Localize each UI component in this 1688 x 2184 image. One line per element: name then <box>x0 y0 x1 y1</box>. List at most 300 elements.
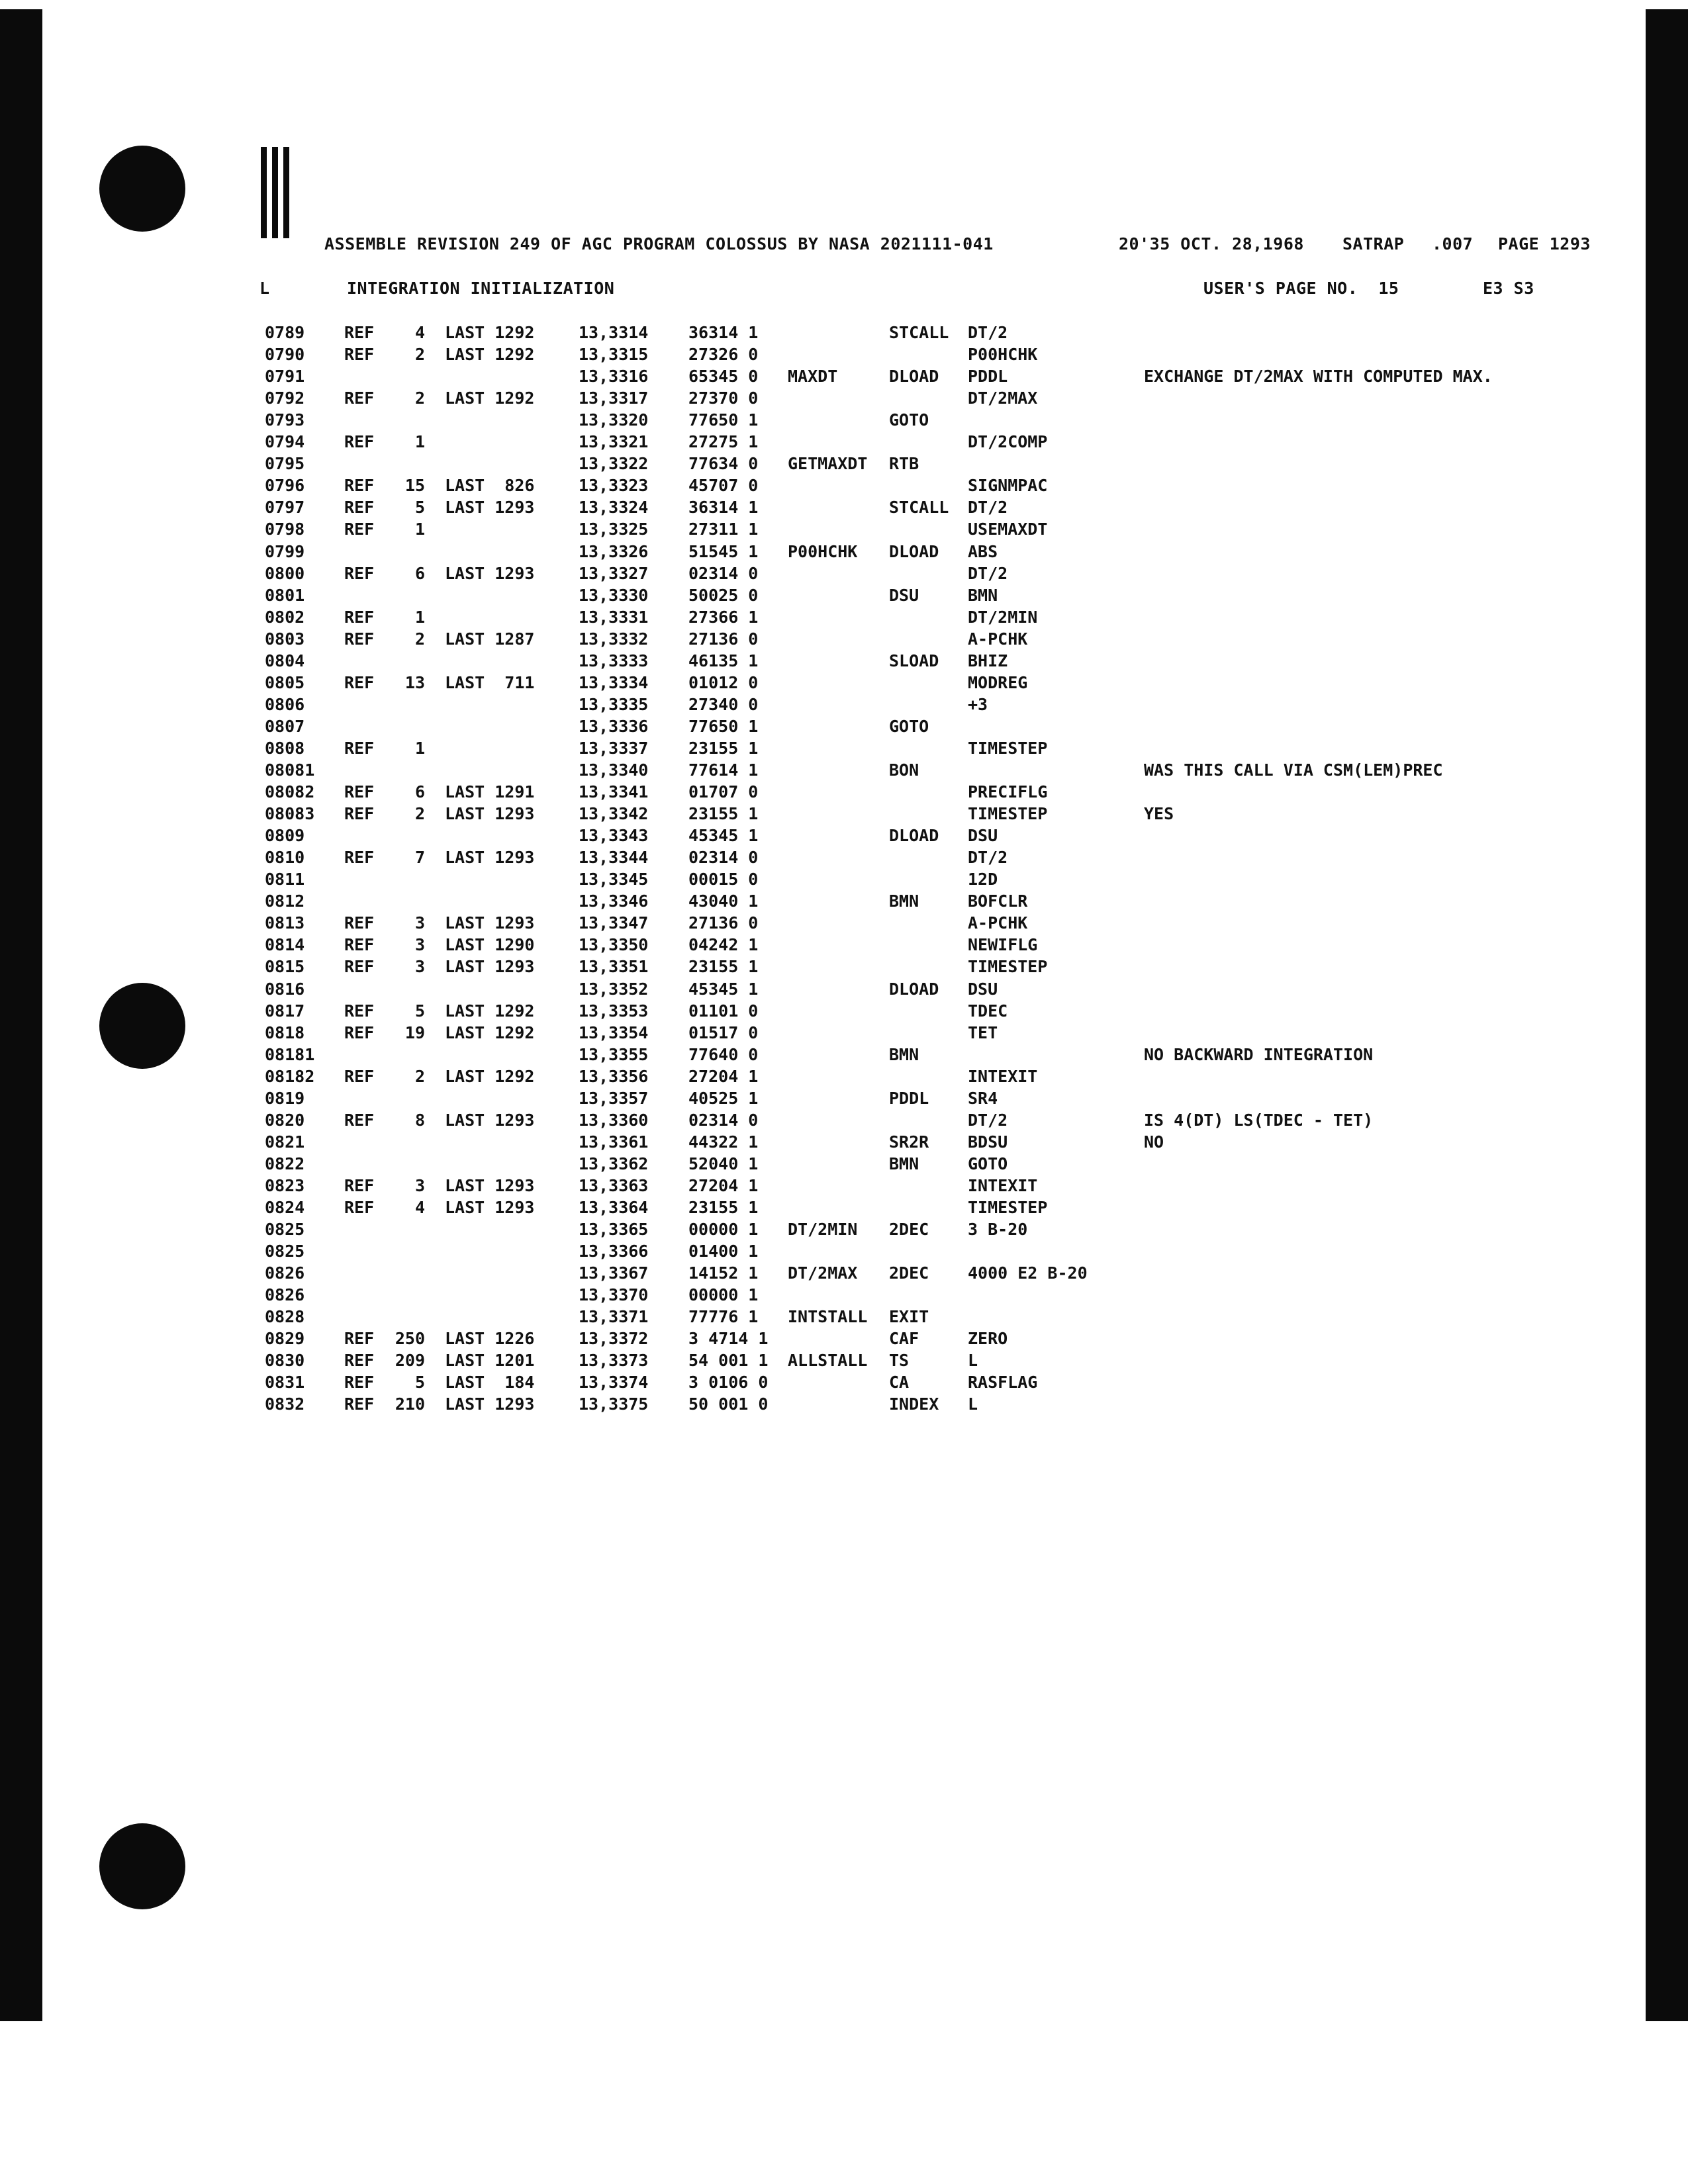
ref-marker: REF <box>344 476 375 496</box>
ref-marker: REF <box>344 957 375 977</box>
operand: BHIZ <box>968 651 1008 670</box>
opcode: DLOAD <box>889 826 939 846</box>
line-number: 0795 <box>265 454 305 474</box>
ref-marker: REF <box>344 782 375 802</box>
listing-row <box>0 1066 1688 1087</box>
operand: BDSU <box>968 1132 1008 1152</box>
line-number: 0792 <box>265 388 305 408</box>
line-number: 0793 <box>265 410 305 430</box>
operand: GOTO <box>968 1154 1008 1173</box>
opcode: DLOAD <box>889 979 939 999</box>
operand: 3 B-20 <box>968 1220 1028 1240</box>
memory-address: 13,3344 <box>579 848 649 868</box>
octal-code: 65345 0 <box>688 367 759 387</box>
line-number: 0799 <box>265 541 305 561</box>
octal-code: 27370 0 <box>688 388 759 408</box>
ref-count: 3 <box>414 957 425 977</box>
ref-count: 1 <box>414 607 425 627</box>
listing-row <box>0 1197 1688 1218</box>
operand: BMN <box>968 585 998 605</box>
ref-marker: REF <box>344 1001 375 1021</box>
opcode: DLOAD <box>889 367 939 387</box>
memory-address: 13,3366 <box>579 1242 649 1261</box>
listing-row <box>0 541 1688 563</box>
line-number: 0804 <box>265 651 305 670</box>
line-number: 0822 <box>265 1154 305 1173</box>
memory-address: 13,3372 <box>579 1329 649 1349</box>
operand: DT/2 <box>968 323 1008 342</box>
octal-code: 27326 0 <box>688 345 759 365</box>
listing-row <box>0 475 1688 496</box>
opcode: DSU <box>889 585 919 605</box>
ref-count: 3 <box>414 913 425 933</box>
line-number: 0810 <box>265 848 305 868</box>
listing-row <box>0 1393 1688 1415</box>
memory-address: 13,3331 <box>579 607 649 627</box>
listing-row <box>0 978 1688 1000</box>
memory-address: 13,3370 <box>579 1285 649 1305</box>
memory-address: 13,3371 <box>579 1307 649 1327</box>
line-number: 08081 <box>265 760 315 780</box>
operand: INTEXIT <box>968 1066 1038 1086</box>
line-number: 0820 <box>265 1110 305 1130</box>
octal-code: 02314 0 <box>688 563 759 583</box>
operand: PDDL <box>968 367 1008 387</box>
octal-code: 04242 1 <box>688 935 759 955</box>
octal-code: 23155 1 <box>688 957 759 977</box>
operand: PRECIFLG <box>968 782 1048 802</box>
program-name: SATRAP <box>1342 234 1405 253</box>
operand: L <box>968 1394 978 1414</box>
memory-address: 13,3373 <box>579 1351 649 1371</box>
operand: TIMESTEP <box>968 1198 1048 1217</box>
listing-row <box>0 1328 1688 1349</box>
listing-row <box>0 322 1688 343</box>
listing-row <box>0 934 1688 956</box>
memory-address: 13,3354 <box>579 1023 649 1042</box>
program-version: .007 <box>1432 234 1474 253</box>
line-number: 0797 <box>265 498 305 518</box>
octal-code: 27340 0 <box>688 694 759 714</box>
line-number: 0811 <box>265 870 305 889</box>
line-number: 0821 <box>265 1132 305 1152</box>
ref-count: 250 <box>395 1329 425 1349</box>
opcode: SR2R <box>889 1132 929 1152</box>
opcode: RTB <box>889 454 919 474</box>
line-number: 0824 <box>265 1198 305 1217</box>
octal-code: 27204 1 <box>688 1066 759 1086</box>
ref-count: 2 <box>414 629 425 649</box>
listing-row <box>0 1087 1688 1109</box>
memory-address: 13,3321 <box>579 432 649 452</box>
operand: TIMESTEP <box>968 804 1048 824</box>
listing-row <box>0 956 1688 978</box>
memory-address: 13,3360 <box>579 1110 649 1130</box>
ref-count: 210 <box>395 1394 425 1414</box>
memory-address: 13,3335 <box>579 694 649 714</box>
ref-marker: REF <box>344 432 375 452</box>
line-number: 0801 <box>265 585 305 605</box>
symbol-label: ALLSTALL <box>788 1351 868 1371</box>
line-number: 0831 <box>265 1373 305 1392</box>
line-number: 0815 <box>265 957 305 977</box>
comment: NO <box>1144 1132 1164 1152</box>
sheet-code: E3 S3 <box>1483 279 1534 298</box>
last-reference: LAST 826 <box>445 476 535 496</box>
ref-marker: REF <box>344 913 375 933</box>
line-number: 0798 <box>265 520 305 539</box>
memory-address: 13,3357 <box>579 1088 649 1108</box>
memory-address: 13,3362 <box>579 1154 649 1173</box>
operand: DT/2 <box>968 498 1008 518</box>
ref-marker: REF <box>344 520 375 539</box>
listing-row <box>0 584 1688 606</box>
octal-code: 45707 0 <box>688 476 759 496</box>
memory-address: 13,3351 <box>579 957 649 977</box>
comment: YES <box>1144 804 1174 824</box>
ref-count: 2 <box>414 388 425 408</box>
listing-row <box>0 387 1688 409</box>
ref-marker: REF <box>344 672 375 692</box>
octal-code: 02314 0 <box>688 1110 759 1130</box>
line-number: 08181 <box>265 1044 315 1064</box>
operand: TIMESTEP <box>968 738 1048 758</box>
listing-row <box>0 409 1688 431</box>
octal-code: 01517 0 <box>688 1023 759 1042</box>
line-number: 0830 <box>265 1351 305 1371</box>
octal-code: 00015 0 <box>688 870 759 889</box>
ref-marker: REF <box>344 345 375 365</box>
octal-code: 50025 0 <box>688 585 759 605</box>
octal-code: 45345 1 <box>688 826 759 846</box>
line-number: 0832 <box>265 1394 305 1414</box>
octal-code: 52040 1 <box>688 1154 759 1173</box>
line-number: 0826 <box>265 1263 305 1283</box>
opcode: STCALL <box>889 498 949 518</box>
operand: TET <box>968 1023 998 1042</box>
listing-row <box>0 1131 1688 1153</box>
octal-code: 00000 1 <box>688 1220 759 1240</box>
user-page-number: USER'S PAGE NO. 15 <box>1203 279 1399 298</box>
memory-address: 13,3355 <box>579 1044 649 1064</box>
octal-code: 77614 1 <box>688 760 759 780</box>
ref-count: 1 <box>414 520 425 539</box>
printer-registration-mark <box>261 147 291 238</box>
operand: L <box>968 1351 978 1371</box>
operand: MODREG <box>968 672 1028 692</box>
listing-row <box>0 650 1688 672</box>
listing-row <box>0 628 1688 650</box>
last-reference: LAST 1293 <box>445 1394 535 1414</box>
opcode: CAF <box>889 1329 919 1349</box>
last-reference: LAST 1201 <box>445 1351 535 1371</box>
listing-row <box>0 431 1688 453</box>
symbol-label: INTSTALL <box>788 1307 868 1327</box>
memory-address: 13,3361 <box>579 1132 649 1152</box>
ref-marker: REF <box>344 1198 375 1217</box>
listing-row <box>0 1218 1688 1240</box>
listing-row <box>0 803 1688 825</box>
listing-row <box>0 365 1688 387</box>
comment: WAS THIS CALL VIA CSM(LEM)PREC <box>1144 760 1443 780</box>
octal-code: 50 001 0 <box>688 1394 769 1414</box>
punch-hole-top <box>99 146 185 232</box>
listing-row <box>0 759 1688 781</box>
memory-address: 13,3341 <box>579 782 649 802</box>
last-reference: LAST 1226 <box>445 1329 535 1349</box>
octal-code: 00000 1 <box>688 1285 759 1305</box>
operand: DT/2 <box>968 848 1008 868</box>
operand: SR4 <box>968 1088 998 1108</box>
punch-hole-bottom <box>99 1823 185 1909</box>
last-reference: LAST 1293 <box>445 1175 535 1195</box>
last-reference: LAST 1293 <box>445 913 535 933</box>
ref-marker: REF <box>344 1175 375 1195</box>
last-reference: LAST 1293 <box>445 498 535 518</box>
listing-row <box>0 781 1688 803</box>
octal-code: 14152 1 <box>688 1263 759 1283</box>
line-number: 0825 <box>265 1242 305 1261</box>
ref-count: 4 <box>414 1198 425 1217</box>
opcode: INDEX <box>889 1394 939 1414</box>
line-number: 0818 <box>265 1023 305 1042</box>
operand: DT/2 <box>968 1110 1008 1130</box>
operand: ABS <box>968 541 998 561</box>
line-number: 0791 <box>265 367 305 387</box>
line-number: 0814 <box>265 935 305 955</box>
opcode: GOTO <box>889 410 929 430</box>
line-number: 0802 <box>265 607 305 627</box>
ref-marker: REF <box>344 1110 375 1130</box>
last-reference: LAST 1292 <box>445 345 535 365</box>
opcode: PDDL <box>889 1088 929 1108</box>
memory-address: 13,3326 <box>579 541 649 561</box>
operand: P00HCHK <box>968 345 1038 365</box>
ref-marker: REF <box>344 935 375 955</box>
last-reference: LAST 1293 <box>445 804 535 824</box>
octal-code: 01400 1 <box>688 1242 759 1261</box>
operand: TIMESTEP <box>968 957 1048 977</box>
octal-code: 27136 0 <box>688 629 759 649</box>
ref-count: 1 <box>414 432 425 452</box>
ref-count: 3 <box>414 935 425 955</box>
octal-code: 27275 1 <box>688 432 759 452</box>
octal-code: 43040 1 <box>688 891 759 911</box>
ref-marker: REF <box>344 1329 375 1349</box>
listing-row <box>0 563 1688 584</box>
operand: DSU <box>968 826 998 846</box>
listing-row <box>0 343 1688 365</box>
ref-count: 19 <box>404 1023 425 1042</box>
listing-row <box>0 606 1688 628</box>
operand: DT/2MIN <box>968 607 1038 627</box>
last-reference: LAST 184 <box>445 1373 535 1392</box>
listing-row <box>0 715 1688 737</box>
listing-row <box>0 1306 1688 1328</box>
last-reference: LAST 1292 <box>445 1001 535 1021</box>
ref-marker: REF <box>344 607 375 627</box>
memory-address: 13,3334 <box>579 672 649 692</box>
ref-count: 2 <box>414 804 425 824</box>
memory-address: 13,3314 <box>579 323 649 342</box>
listing-row <box>0 1284 1688 1306</box>
operand: ZERO <box>968 1329 1008 1349</box>
symbol-label: MAXDT <box>788 367 838 387</box>
operand: DSU <box>968 979 998 999</box>
ref-count: 15 <box>404 476 425 496</box>
ref-count: 6 <box>414 782 425 802</box>
operand: A-PCHK <box>968 629 1028 649</box>
memory-address: 13,3363 <box>579 1175 649 1195</box>
listing-row <box>0 496 1688 518</box>
octal-code: 27366 1 <box>688 607 759 627</box>
line-number: 0789 <box>265 323 305 342</box>
line-number: 0812 <box>265 891 305 911</box>
ref-marker: REF <box>344 629 375 649</box>
ref-marker: REF <box>344 323 375 342</box>
octal-code: 27311 1 <box>688 520 759 539</box>
opcode: GOTO <box>889 716 929 736</box>
ref-marker: REF <box>344 1351 375 1371</box>
octal-code: 27204 1 <box>688 1175 759 1195</box>
comment: IS 4(DT) LS(TDEC - TET) <box>1144 1110 1374 1130</box>
line-number: 0805 <box>265 672 305 692</box>
listing-row <box>0 1044 1688 1066</box>
memory-address: 13,3364 <box>579 1198 649 1217</box>
ref-count: 3 <box>414 1175 425 1195</box>
operand: DT/2MAX <box>968 388 1038 408</box>
memory-address: 13,3346 <box>579 891 649 911</box>
ref-count: 5 <box>414 1373 425 1392</box>
opcode: DLOAD <box>889 541 939 561</box>
ref-count: 4 <box>414 323 425 342</box>
listing-row <box>0 890 1688 912</box>
line-number: 0807 <box>265 716 305 736</box>
line-number: 0813 <box>265 913 305 933</box>
comment: EXCHANGE DT/2MAX WITH COMPUTED MAX. <box>1144 367 1493 387</box>
last-reference: LAST 1292 <box>445 388 535 408</box>
memory-address: 13,3315 <box>579 345 649 365</box>
listing-row <box>0 1000 1688 1022</box>
ref-marker: REF <box>344 848 375 868</box>
memory-address: 13,3320 <box>579 410 649 430</box>
ref-marker: REF <box>344 738 375 758</box>
line-number: 0816 <box>265 979 305 999</box>
listing-timestamp: 20'35 OCT. 28,1968 <box>1119 234 1304 253</box>
operand: USEMAXDT <box>968 520 1048 539</box>
line-number: 0817 <box>265 1001 305 1021</box>
listing-row <box>0 1371 1688 1393</box>
listing-row <box>0 868 1688 890</box>
ref-marker: REF <box>344 563 375 583</box>
line-number: 0828 <box>265 1307 305 1327</box>
last-reference: LAST 1290 <box>445 935 535 955</box>
assembly-title: ASSEMBLE REVISION 249 OF AGC PROGRAM COLOSSUS BY NASA 2021111-041 <box>324 234 994 253</box>
memory-address: 13,3336 <box>579 716 649 736</box>
last-reference: LAST 1293 <box>445 563 535 583</box>
last-reference: LAST 1292 <box>445 323 535 342</box>
memory-address: 13,3322 <box>579 454 649 474</box>
memory-address: 13,3330 <box>579 585 649 605</box>
memory-address: 13,3353 <box>579 1001 649 1021</box>
ref-marker: REF <box>344 1394 375 1414</box>
last-reference: LAST 1292 <box>445 1023 535 1042</box>
last-reference: LAST 1291 <box>445 782 535 802</box>
octal-code: 01101 0 <box>688 1001 759 1021</box>
line-number: 08082 <box>265 782 315 802</box>
operand: A-PCHK <box>968 913 1028 933</box>
ref-marker: REF <box>344 1066 375 1086</box>
page-number: PAGE 1293 <box>1498 234 1591 253</box>
line-number: 0803 <box>265 629 305 649</box>
memory-address: 13,3324 <box>579 498 649 518</box>
listing-row <box>0 1109 1688 1131</box>
memory-address: 13,3343 <box>579 826 649 846</box>
listing-row <box>0 453 1688 475</box>
listing-row <box>0 672 1688 694</box>
line-number: 08083 <box>265 804 315 824</box>
line-number: 0808 <box>265 738 305 758</box>
memory-address: 13,3316 <box>579 367 649 387</box>
ref-count: 2 <box>414 345 425 365</box>
memory-address: 13,3327 <box>579 563 649 583</box>
octal-code: 3 4714 1 <box>688 1329 769 1349</box>
listing-row <box>0 1349 1688 1371</box>
line-number: 0823 <box>265 1175 305 1195</box>
octal-code: 46135 1 <box>688 651 759 670</box>
octal-code: 77650 1 <box>688 410 759 430</box>
memory-address: 13,3352 <box>579 979 649 999</box>
octal-code: 01012 0 <box>688 672 759 692</box>
ref-marker: REF <box>344 498 375 518</box>
listing-row <box>0 1153 1688 1175</box>
last-reference: LAST 1293 <box>445 1198 535 1217</box>
octal-code: 01707 0 <box>688 782 759 802</box>
listing-row <box>0 912 1688 934</box>
last-reference: LAST 1293 <box>445 848 535 868</box>
octal-code: 23155 1 <box>688 738 759 758</box>
operand: TDEC <box>968 1001 1008 1021</box>
memory-address: 13,3342 <box>579 804 649 824</box>
ref-count: 5 <box>414 498 425 518</box>
operand: DT/2COMP <box>968 432 1048 452</box>
listing-row <box>0 825 1688 846</box>
listing-row <box>0 518 1688 540</box>
octal-code: 45345 1 <box>688 979 759 999</box>
line-number: 0819 <box>265 1088 305 1108</box>
octal-code: 77776 1 <box>688 1307 759 1327</box>
memory-address: 13,3323 <box>579 476 649 496</box>
ref-marker: REF <box>344 1373 375 1392</box>
opcode: BMN <box>889 1154 919 1173</box>
last-reference: LAST 1287 <box>445 629 535 649</box>
section-title: INTEGRATION INITIALIZATION <box>347 279 615 298</box>
octal-code: 44322 1 <box>688 1132 759 1152</box>
operand: 4000 E2 B-20 <box>968 1263 1088 1283</box>
ref-marker: REF <box>344 804 375 824</box>
octal-code: 3 0106 0 <box>688 1373 769 1392</box>
octal-code: 23155 1 <box>688 804 759 824</box>
octal-code: 36314 1 <box>688 323 759 342</box>
memory-address: 13,3356 <box>579 1066 649 1086</box>
ref-count: 6 <box>414 563 425 583</box>
ref-count: 1 <box>414 738 425 758</box>
ref-count: 2 <box>414 1066 425 1086</box>
line-number: 0796 <box>265 476 305 496</box>
octal-code: 36314 1 <box>688 498 759 518</box>
last-reference: LAST 711 <box>445 672 535 692</box>
ref-count: 5 <box>414 1001 425 1021</box>
